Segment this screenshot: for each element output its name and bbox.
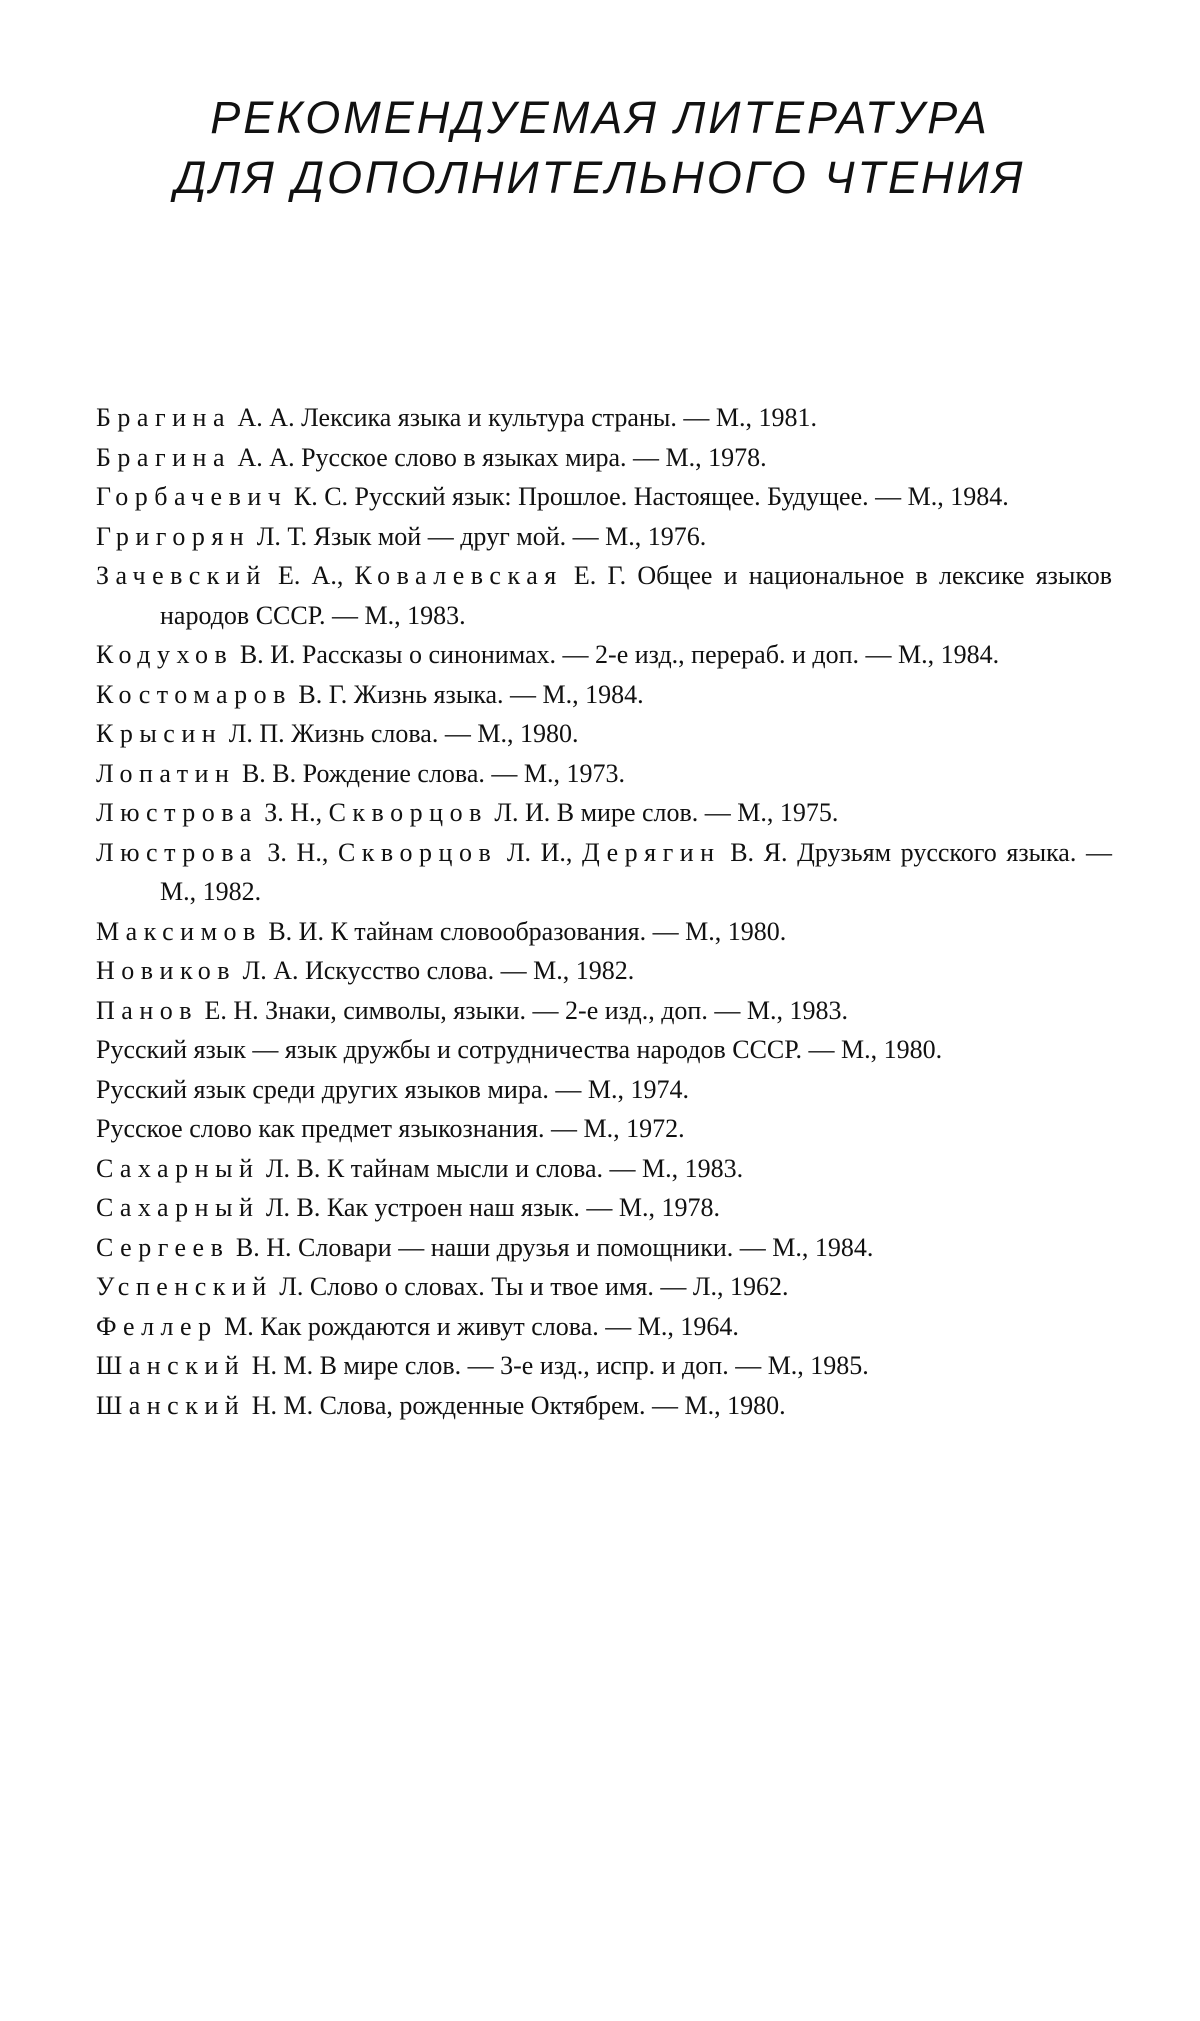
bibliography-entry	[96, 793, 1112, 833]
entry-author: Шанский	[96, 1351, 246, 1380]
entry-author: Кодухов	[96, 640, 234, 669]
entry-author: Брагина	[96, 442, 232, 472]
entry-author: Григорян	[96, 521, 251, 551]
bibliography-entry	[96, 1346, 1112, 1386]
entry-text: Русский язык — язык дружбы и сотрудничества народов СССР. — М., 1980.	[96, 1035, 943, 1064]
bibliography-entry	[96, 1188, 1112, 1228]
entry-author: Крысин	[96, 719, 223, 748]
bibliography-entry	[96, 912, 1112, 952]
entry-text: Русское слово как предмет языкознания. — М., 1972.	[96, 1114, 685, 1143]
entry-text: Л. Слово о словах. Ты и твое имя. — Л., 1962.	[272, 1272, 789, 1301]
title-line-1: РЕКОМЕНДУЕМАЯ ЛИТЕРАТУРА	[210, 92, 990, 143]
entry-text: З. Н.,	[257, 798, 329, 827]
entry-text: Л. И.,	[497, 837, 583, 867]
entry-text: В. Я. Друзьям русского языка. — М., 1982.	[160, 837, 1112, 906]
bibliography-entry	[96, 1307, 1112, 1347]
entry-author: Люстрова	[96, 798, 258, 827]
entry-author: Брагина	[96, 403, 232, 432]
bibliography-entry	[96, 1149, 1112, 1189]
entry-author: Ковалевская	[354, 561, 563, 590]
entry-author: Люстрова	[96, 837, 258, 867]
bibliography-entry	[96, 1070, 1112, 1110]
entry-text: Л. Т. Язык мой — друг мой. — М., 1976.	[250, 521, 707, 551]
entry-text: А. А. Лексика языка и культура страны. — М., 1981.	[231, 403, 817, 432]
entry-author: Сергеев	[96, 1232, 230, 1262]
bibliography-entry	[96, 1228, 1112, 1268]
bibliography-entry	[96, 991, 1112, 1031]
entry-text: В. В. Рождение слова. — М., 1973.	[235, 758, 626, 788]
entry-text: А. А. Русское слово в языках мира. — М., 1978.	[231, 442, 767, 472]
bibliography-entry	[96, 517, 1112, 557]
entry-author: Максимов	[96, 916, 262, 946]
entry-text: З. Н.,	[257, 837, 338, 867]
entry-author: Феллер	[96, 1311, 218, 1341]
entry-text: Л. А. Искусство слова. — М., 1982.	[236, 956, 635, 985]
entry-text: Е. Г. Общее и национальное в лексике языков народов СССР. — М., 1983.	[160, 561, 1112, 630]
entry-text: В. И. Рассказы о синонимах. — 2-е изд., перераб. и доп. — М., 1984.	[233, 640, 1000, 669]
entry-text: Русский язык среди других языков мира. — М., 1974.	[96, 1074, 689, 1104]
entry-text: К. С. Русский язык: Прошлое. Настоящее. Будущее. — М., 1984.	[287, 482, 1009, 511]
entry-author: Скворцов	[328, 798, 488, 827]
bibliography-entry	[96, 1030, 1112, 1070]
entry-text: Л. В. Как устроен наш язык. — М., 1978.	[259, 1193, 720, 1222]
entry-text: Н. М. В мире слов. — 3-е изд., испр. и доп. — М., 1985.	[245, 1351, 869, 1380]
entry-author: Дерягин	[582, 837, 721, 867]
entry-author: Сахарный	[96, 1153, 260, 1183]
entry-text: Л. П. Жизнь слова. — М., 1980.	[222, 719, 579, 748]
entry-text: Е. А.,	[266, 561, 355, 590]
bibliography-entry	[96, 714, 1112, 754]
entry-author: Новиков	[96, 956, 237, 985]
entry-author: Зачевский	[96, 561, 267, 590]
entry-author: Костомаров	[96, 679, 292, 709]
bibliography-entry	[96, 635, 1112, 675]
entry-author: Сахарный	[96, 1193, 260, 1222]
entry-text: Л. И. В мире слов. — М., 1975.	[487, 798, 839, 827]
entry-text: В. И. К тайнам словообразования. — М., 1980.	[261, 916, 787, 946]
entry-author: Шанский	[96, 1390, 246, 1420]
entry-text: Н. М. Слова, рожденные Октябрем. — М., 1980.	[245, 1390, 786, 1420]
entry-text: Л. В. К тайнам мысли и слова. — М., 1983.	[259, 1153, 744, 1183]
entry-text: В. Н. Словари — наши друзья и помощники. — М., 1984.	[229, 1232, 874, 1262]
bibliography-entry	[96, 675, 1112, 715]
bibliography-list	[96, 398, 1112, 1425]
entry-text: Е. Н. Знаки, символы, языки. — 2-е изд., доп. — М., 1983.	[198, 995, 848, 1025]
title-line-2: ДЛЯ ДОПОЛНИТЕЛЬНОГО ЧТЕНИЯ	[174, 152, 1026, 203]
entry-author: Скворцов	[337, 837, 498, 867]
bibliography-entry	[96, 1109, 1112, 1149]
bibliography-entry	[96, 477, 1112, 517]
bibliography-entry	[96, 833, 1112, 912]
entry-author: Горбачевич	[96, 482, 288, 511]
bibliography-entry	[96, 556, 1112, 635]
bibliography-entry	[96, 951, 1112, 991]
bibliography-entry	[96, 398, 1112, 438]
entry-author: Успенский	[96, 1272, 273, 1301]
bibliography-entry	[96, 1267, 1112, 1307]
bibliography-entry	[96, 754, 1112, 794]
entry-author: Панов	[96, 995, 199, 1025]
page-title	[0, 88, 1200, 208]
bibliography-entry	[96, 1386, 1112, 1426]
entry-author: Лопатин	[96, 758, 236, 788]
entry-text: М. Как рождаются и живут слова. — М., 1964.	[217, 1311, 739, 1341]
bibliography-entry	[96, 438, 1112, 478]
entry-text: В. Г. Жизнь языка. — М., 1984.	[291, 679, 644, 709]
